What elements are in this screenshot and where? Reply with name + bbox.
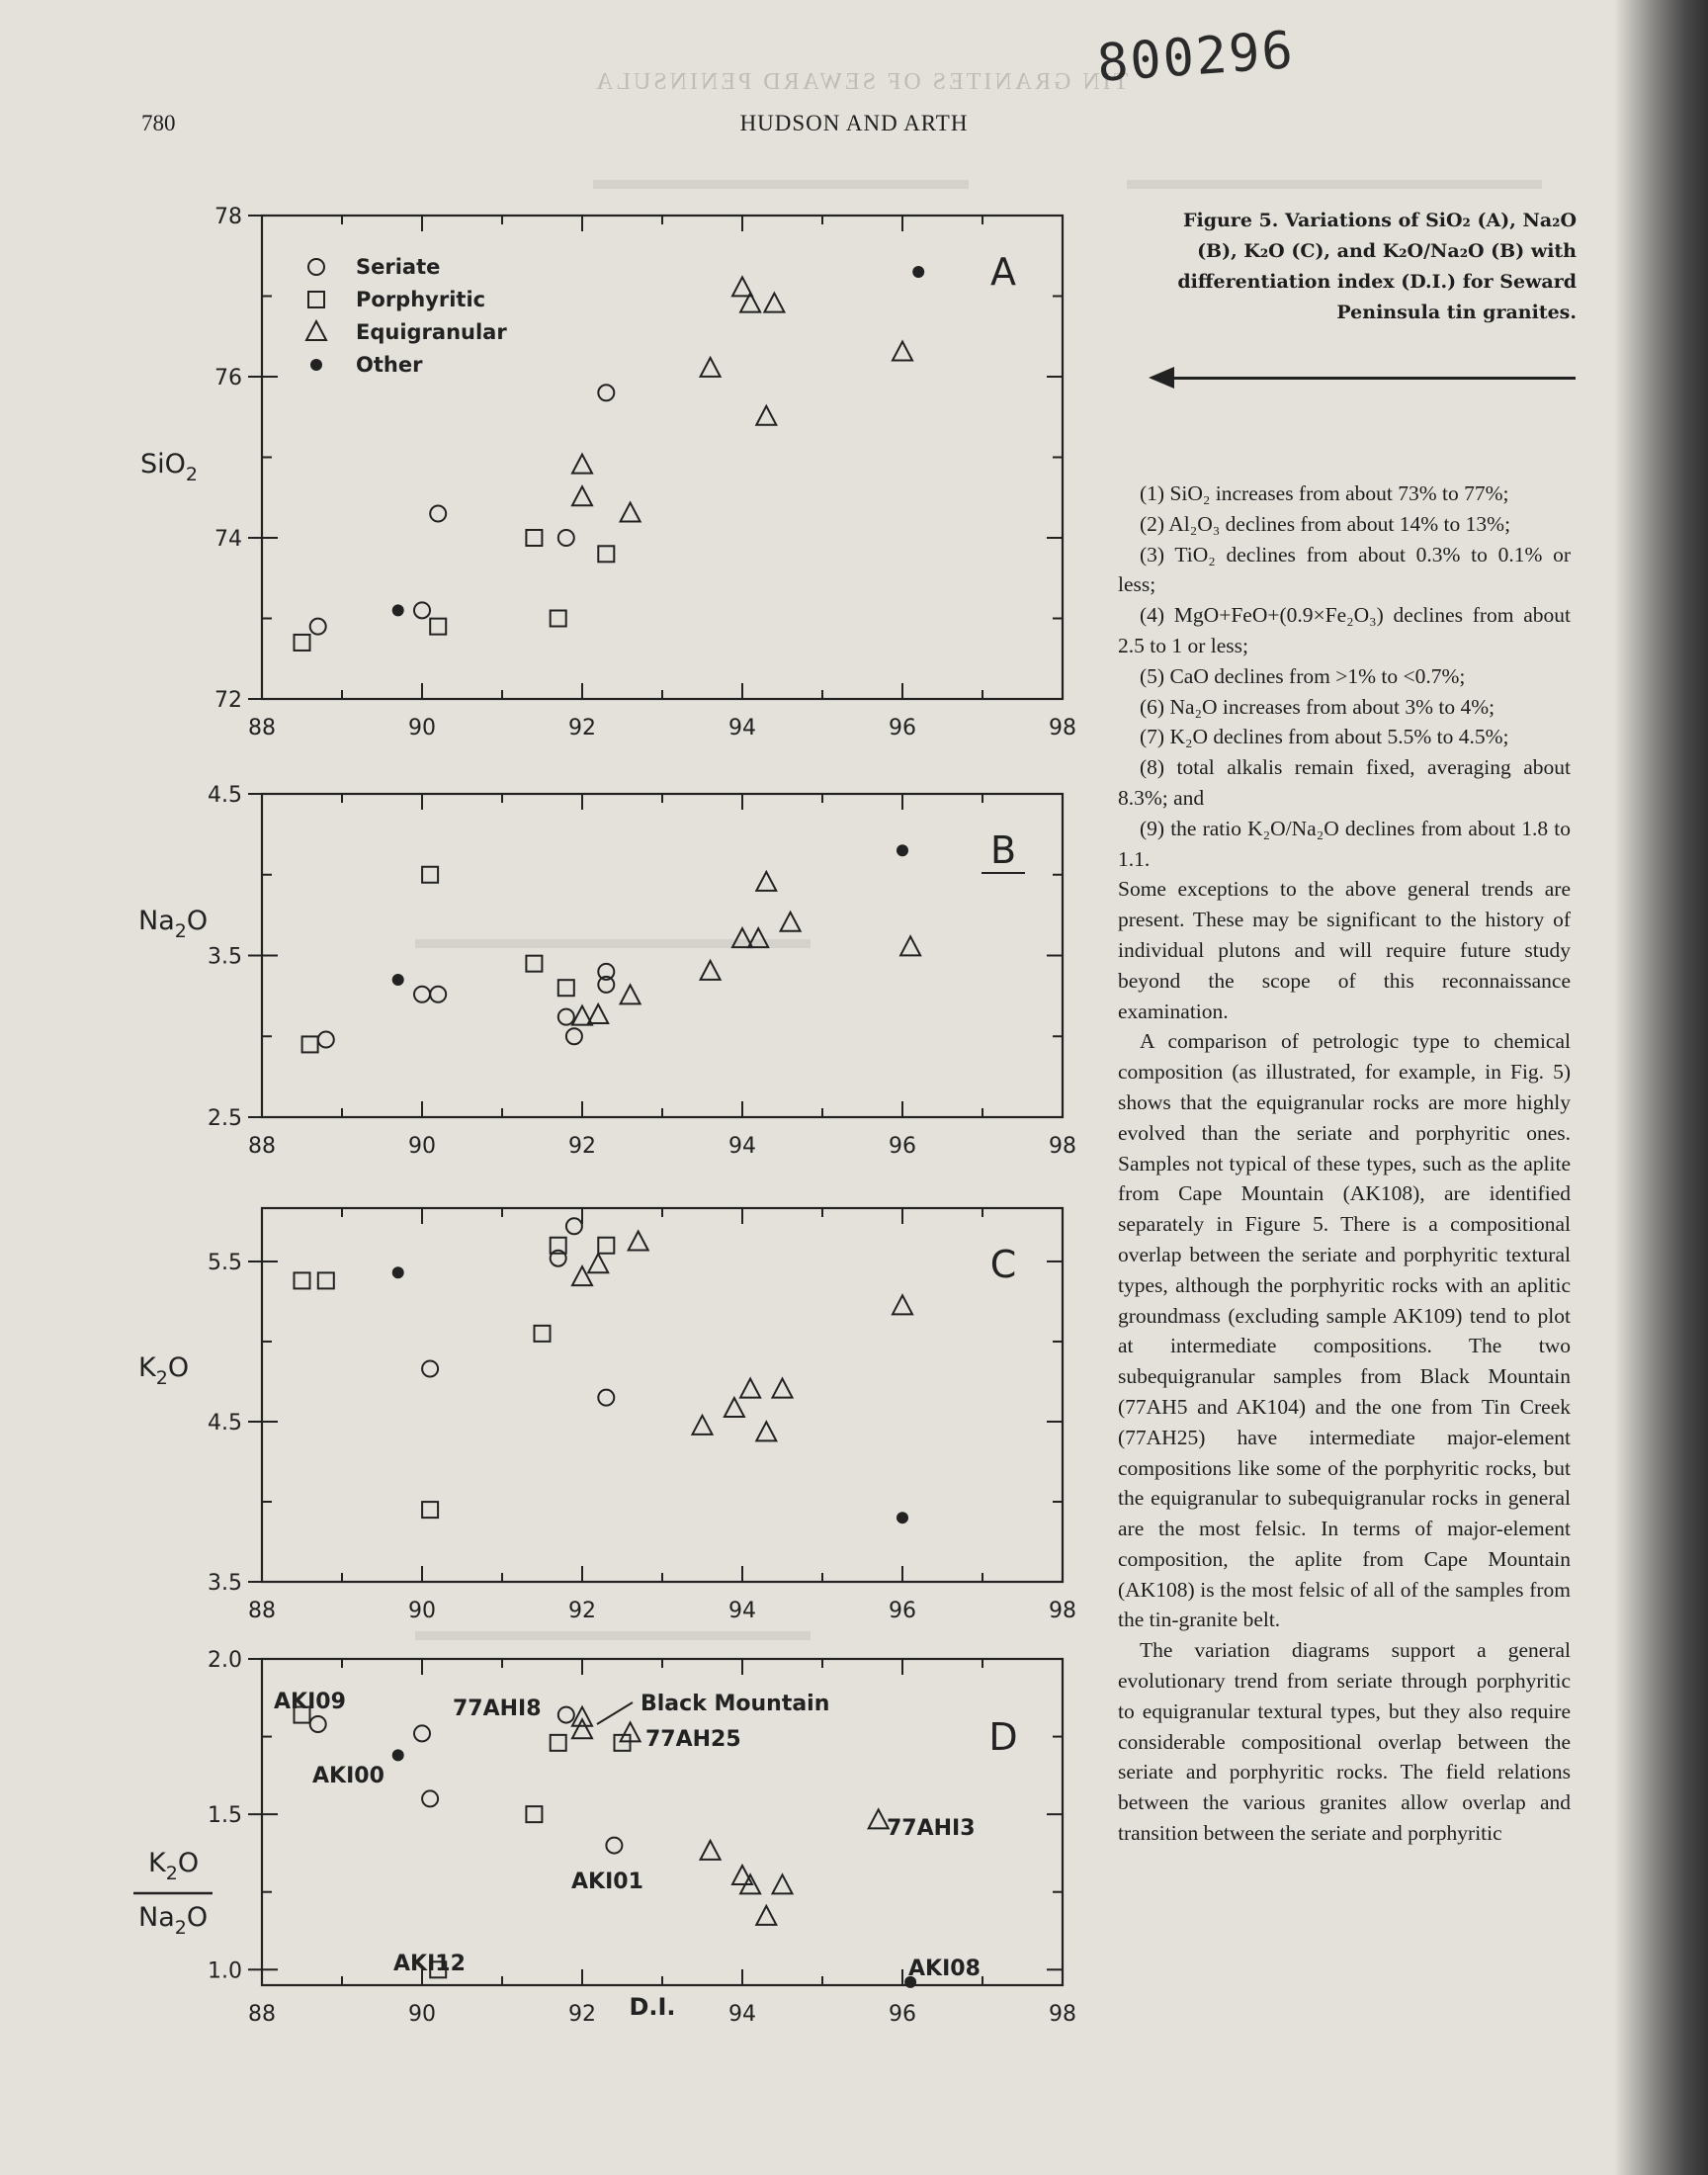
y-axis-title-k2o: $K_2O$ [138, 1352, 190, 1389]
seriate-marker [598, 1390, 614, 1406]
panel-c [208, 1208, 1076, 1623]
list-item: (4) MgO+FeO+(0.9×Fe₂O₃) declines from about 2.5 to 1 or less; [1118, 603, 1571, 657]
seriate-marker [414, 602, 430, 618]
equigranular-marker [572, 455, 592, 474]
bleed-through-line [1127, 180, 1542, 189]
bleed-through-text: TIN GRANITES OF SEWARD PENINSULA [593, 69, 1129, 95]
seriate-marker [558, 1009, 574, 1025]
seriate-marker [310, 1716, 326, 1732]
seriate-marker [422, 1790, 438, 1806]
equigranular-marker [893, 1295, 912, 1314]
legend-label: Other [356, 353, 423, 377]
x-tick-label: 88 [248, 716, 276, 740]
equigranular-marker [756, 1422, 776, 1440]
y-tick-label: 1.5 [208, 1803, 242, 1829]
x-tick-label: 90 [408, 716, 436, 740]
porphyritic-marker [535, 1326, 551, 1342]
equigranular-marker [781, 913, 801, 931]
seriate-marker [606, 1838, 622, 1854]
body-text-column [1118, 478, 1571, 1849]
porphyritic-marker [551, 611, 566, 627]
list-item: (8) total alkalis remain fixed, averaging about 8.3%; and [1118, 755, 1571, 810]
other-marker [392, 604, 404, 616]
y-tick-label: 4.5 [208, 1410, 242, 1436]
y-tick-label: 4.5 [208, 783, 242, 808]
y-tick-label: 3.5 [208, 1571, 242, 1596]
legend-seriate-icon [308, 259, 324, 275]
equigranular-marker [588, 1004, 608, 1023]
panel-b [208, 783, 1076, 1159]
x-tick-label: 98 [1049, 1134, 1076, 1159]
annotation-label: 77AH25 [645, 1727, 741, 1752]
other-marker [912, 266, 924, 278]
list-item: (7) K₂O declines from about 5.5% to 4.5%; [1140, 725, 1509, 749]
porphyritic-marker [422, 1502, 438, 1518]
x-tick-label: 98 [1049, 1599, 1076, 1623]
plot-frame [262, 1208, 1063, 1582]
figure-caption: Figure 5. Variations of SiO₂ (A), Na₂O (B), K₂O (C), and K₂O/Na₂O (B) with differentiation index (D.I.) for Seward Peninsula tin granites. [1177, 210, 1577, 323]
porphyritic-marker [295, 635, 310, 651]
legend-equigranular-icon [306, 321, 326, 340]
list-item: (1) SiO₂ increases from about 73% to 77%; [1140, 481, 1509, 505]
equigranular-marker [869, 1809, 889, 1828]
other-marker [392, 974, 404, 986]
equigranular-marker [756, 406, 776, 425]
equigranular-marker [740, 1379, 760, 1398]
y-tick-label: 5.5 [208, 1250, 242, 1275]
annotation-label: AKI12 [393, 1952, 466, 1976]
x-tick-label: 92 [568, 2002, 596, 2027]
plot-frame [262, 794, 1063, 1117]
panel-label: D [988, 1715, 1018, 1759]
running-head: HUDSON AND ARTH [739, 111, 969, 135]
equigranular-marker [773, 1379, 793, 1398]
seriate-marker [422, 1361, 438, 1377]
y-axis-title-sio2: SiO$_2$ [140, 449, 198, 485]
legend-label: Seriate [356, 255, 441, 279]
legend-porphyritic-icon [308, 292, 324, 307]
annotation-label: 77AHI3 [887, 1816, 976, 1841]
y-tick-label: 2.5 [208, 1106, 242, 1131]
list-item: (5) CaO declines from >1% to <0.7%; [1140, 663, 1466, 688]
seriate-marker [414, 1725, 430, 1741]
seriate-marker [598, 385, 614, 400]
x-tick-label: 92 [568, 1134, 596, 1159]
x-tick-label: 90 [408, 1134, 436, 1159]
x-tick-label: 88 [248, 1599, 276, 1623]
y-tick-label: 76 [214, 366, 242, 391]
scan-binding-shadow [1614, 0, 1708, 2175]
annotation-label: 77AHI8 [453, 1696, 542, 1721]
x-axis-title: D.I. [629, 1993, 676, 2021]
seriate-marker [310, 619, 326, 635]
equigranular-marker [693, 1416, 713, 1435]
x-tick-label: 96 [889, 2002, 916, 2027]
porphyritic-marker [598, 1238, 614, 1254]
seriate-marker [430, 987, 446, 1002]
y-tick-label: 1.0 [208, 1958, 242, 1984]
y-tick-label: 74 [214, 527, 242, 552]
equigranular-marker [732, 277, 752, 296]
equigranular-marker [764, 294, 784, 312]
list-item: (6) Na₂O increases from about 3% to 4%; [1140, 694, 1495, 719]
y-tick-label: 78 [214, 205, 242, 229]
x-tick-label: 96 [889, 1599, 916, 1623]
porphyritic-marker [558, 980, 574, 996]
paragraph: A comparison of petrologic type to chemical composition (as illustrated, for example, in Fig. 5) shows that the equigranular rocks are more highly evolved than the seriate and porphyritic ones. Samples not typical of these types, such as the aplite from Cape Mountain (AK108), are identified separately in Figure 5. There is a compositional overlap between the seriate and porphyritic textural types, although the porphyritic rocks with an aplitic groundmass (excluding sample AK109) tend to plot at intermediate compositions. The two subequigranular samples from Black Mountain (77AH5 and AK104) and the one from Tin Creek (77AH25) have intermediate major-element compositions like some of the porphyritic rocks, but the equigranular to subequigranular rocks in general are the most felsic. In terms of major-element composition, the aplite from Cape Mountain (AK108) is the most felsic of all of the samples from the tin-granite belt. [1118, 1029, 1571, 1632]
seriate-marker [318, 1032, 334, 1048]
panel-label: C [989, 1243, 1017, 1286]
annotation-label: AKI08 [908, 1957, 981, 1981]
seriate-marker [414, 987, 430, 1002]
panel-a [214, 205, 1076, 740]
porphyritic-marker [302, 1036, 318, 1052]
seriate-marker [558, 530, 574, 546]
annotation-label: Black Mountain [640, 1692, 830, 1716]
porphyritic-marker [295, 1272, 310, 1288]
porphyritic-marker [430, 619, 446, 635]
equigranular-marker [588, 1254, 608, 1272]
equigranular-marker [621, 503, 640, 522]
seriate-marker [558, 1707, 574, 1723]
x-tick-label: 92 [568, 1599, 596, 1623]
equigranular-marker [701, 961, 721, 980]
equigranular-marker [893, 342, 912, 361]
seriate-marker [430, 506, 446, 522]
paragraph: The variation diagrams support a general evolutionary trend from seriate through porphyritic to equigranular textural types, but they also require considerable compositional overlap between the seriate and porphyritic rocks. The field relations between the various granites allow overlap and transition between the seriate and porphyritic [1118, 1638, 1571, 1846]
x-tick-label: 88 [248, 2002, 276, 2027]
legend-other-icon [310, 359, 322, 371]
equigranular-marker [629, 1232, 648, 1251]
other-marker [897, 1512, 908, 1523]
equigranular-marker [701, 358, 721, 377]
x-tick-label: 88 [248, 1134, 276, 1159]
annotation-label: AKI09 [274, 1690, 346, 1714]
porphyritic-marker [551, 1735, 566, 1751]
y-tick-label: 3.5 [208, 944, 242, 970]
page-number: 780 [141, 111, 176, 135]
y-axis-title-na2o: $Na_2O$ [138, 906, 209, 942]
annotation-label: AKI01 [571, 1870, 643, 1894]
x-tick-label: 94 [728, 2002, 756, 2027]
legend-label: Equigranular [356, 320, 507, 344]
x-tick-label: 94 [728, 1134, 756, 1159]
annotation-label: AKI00 [312, 1764, 384, 1788]
x-tick-label: 90 [408, 1599, 436, 1623]
equigranular-marker [621, 985, 640, 1003]
x-tick-label: 92 [568, 716, 596, 740]
paragraph: Some exceptions to the above general trends are present. These may be significant to the history of individual plutons and will require future study beyond the scope of this reconnaissance examination. [1118, 877, 1571, 1023]
panel-label: B [989, 828, 1017, 872]
list-item: (9) the ratio K₂O/Na₂O declines from about 1.8 to 1.1. [1118, 816, 1571, 871]
x-tick-label: 98 [1049, 2002, 1076, 2027]
y-tick-label: 2.0 [208, 1648, 242, 1673]
equigranular-marker [725, 1398, 744, 1417]
equigranular-marker [701, 1841, 721, 1860]
equigranular-marker [572, 486, 592, 505]
other-marker [897, 844, 908, 856]
other-marker [392, 1749, 404, 1761]
annotation-leader [597, 1702, 633, 1724]
archive-stamp: 800296 [1095, 21, 1297, 94]
equigranular-marker [756, 872, 776, 891]
x-tick-label: 94 [728, 1599, 756, 1623]
panel-label: A [990, 250, 1016, 294]
porphyritic-marker [318, 1272, 334, 1288]
porphyritic-marker [526, 1806, 542, 1822]
list-item: (3) TiO₂ declines from about 0.3% to 0.1% or less; [1118, 542, 1571, 597]
seriate-marker [566, 1028, 582, 1044]
equigranular-marker [900, 936, 920, 955]
y-tick-label: 72 [214, 688, 242, 713]
porphyritic-marker [526, 530, 542, 546]
x-tick-label: 94 [728, 716, 756, 740]
porphyritic-marker [422, 867, 438, 883]
porphyritic-marker [526, 956, 542, 972]
list-item: (2) Al₂O₃ declines from about 14% to 13%; [1140, 511, 1511, 536]
x-tick-label: 96 [889, 716, 916, 740]
porphyritic-marker [598, 546, 614, 562]
y-axis-title-k2o-num: $K_2O$ [148, 1848, 200, 1884]
x-tick-label: 96 [889, 1134, 916, 1159]
pointer-arrow-line [1170, 377, 1576, 380]
other-marker [392, 1266, 404, 1278]
legend-label: Porphyritic [356, 288, 486, 311]
y-axis-title-na2o-den: $Na_2O$ [138, 1902, 209, 1939]
equigranular-marker [572, 1707, 592, 1726]
seriate-marker [566, 1218, 582, 1234]
equigranular-marker [756, 1906, 776, 1925]
equigranular-marker [773, 1874, 793, 1893]
x-tick-label: 98 [1049, 716, 1076, 740]
x-tick-label: 90 [408, 2002, 436, 2027]
